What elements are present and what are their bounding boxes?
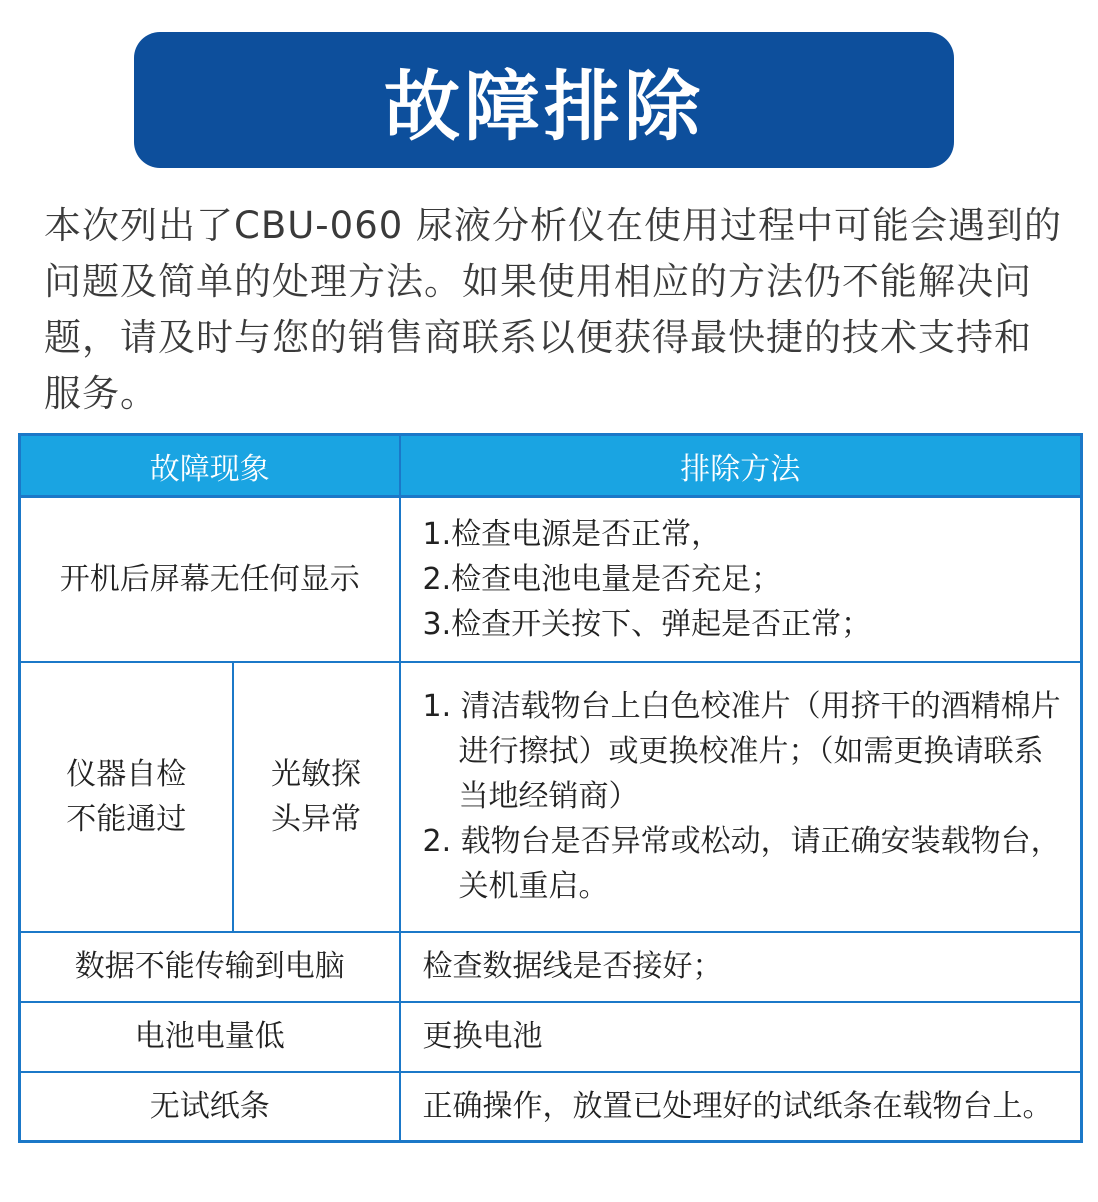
table-row	[20, 1072, 1082, 1142]
remedy-step: 检查数据线是否接好；	[422, 949, 723, 984]
symptom-cell: 开机后屏幕无任何显示	[20, 497, 400, 662]
remedy-step: 更换电池	[422, 1019, 543, 1054]
table-header-row	[20, 435, 1082, 497]
table-row	[20, 1002, 1082, 1072]
remedy-cell	[400, 1002, 1082, 1072]
troubleshooting-table	[18, 433, 1083, 1143]
table-row	[20, 497, 1082, 662]
remedy-step: 2.检查电池电量是否充足；	[422, 561, 782, 597]
troubleshooting-table-container	[18, 433, 1080, 1140]
symptom-cell: 无试纸条	[20, 1072, 400, 1142]
remedy-step: 正确操作，放置已处理好的试纸条在载物台上。	[422, 1088, 1053, 1124]
cause-cell: 光敏探头异常	[233, 662, 400, 932]
remedy-step: 1.检查电源是否正常，	[422, 516, 722, 552]
remedy-cell	[400, 497, 1082, 662]
remedy-cell	[400, 662, 1082, 932]
remedy-cell	[400, 932, 1082, 1002]
remedy-step: 2. 载物台是否异常或松动，请正确安装载物台，关机重启。	[422, 824, 1061, 904]
title-banner	[134, 32, 954, 168]
remedy-step: 3.检查开关按下、弹起是否正常；	[422, 606, 872, 642]
remedy-cell	[400, 1072, 1082, 1142]
header-symptom: 故障现象	[20, 435, 400, 497]
symptom-cell: 仪器自检不能通过	[20, 662, 233, 932]
intro-paragraph: 本次列出了CBU-060 尿液分析仪在使用过程中可能会遇到的问题及简单的处理方法。如果使用相应的方法仍不能解决问题，请及时与您的销售商联系以便获得最快捷的技术支持和服务。	[44, 204, 1063, 415]
header-solution: 排除方法	[400, 435, 1082, 497]
page-title: 故障排除	[384, 61, 704, 151]
remedy-step: 1. 清洁载物台上白色校准片（用挤干的酒精棉片进行擦拭）或更换校准片；（如需更换请联系当地经销商）	[422, 689, 1061, 814]
symptom-cell: 数据不能传输到电脑	[20, 932, 400, 1002]
table-row	[20, 932, 1082, 1002]
table-row	[20, 662, 1082, 932]
symptom-cell: 电池电量低	[20, 1002, 400, 1072]
